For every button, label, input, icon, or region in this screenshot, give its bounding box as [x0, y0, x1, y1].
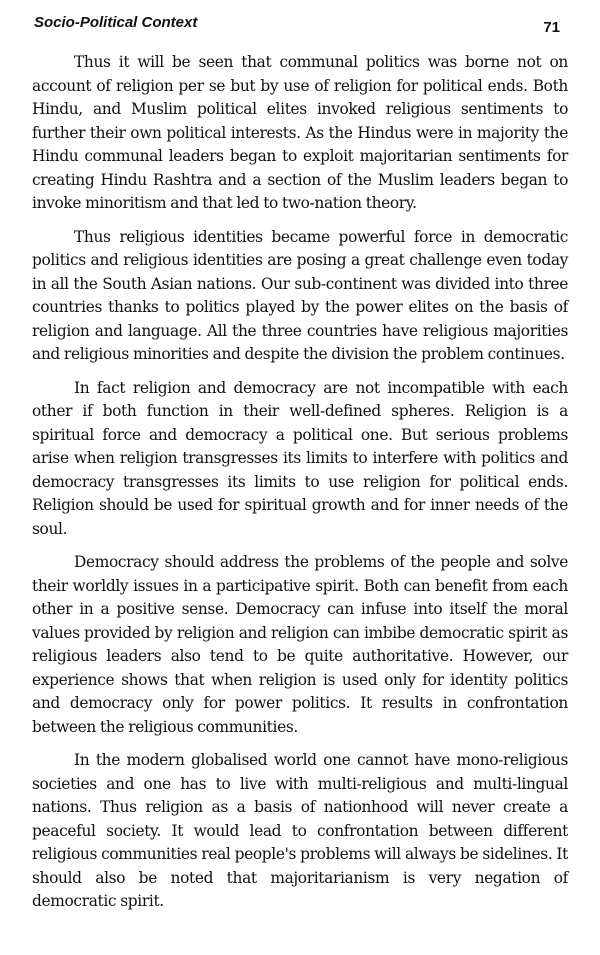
running-title: Socio-Political Context: [34, 14, 198, 31]
paragraph: In the modern globalised world one cannot have mono-religious societies and one has to live with multi-religious and multi-lingual nations. Thus religion as a basis of nationhood will never create a peaceful society. It would lead to confrontation between different religious communities real people's problems will always be sidelines. It should also be noted that majoritarianism is very negation of democratic spirit.: [32, 751, 568, 910]
page-number: 71: [543, 19, 560, 36]
running-header: [34, 14, 560, 38]
paragraph: Thus it will be seen that communal politics was borne not on account of religion per se but by use of religion for political ends. Both Hindu, and Muslim political elites invoked religious sentiments to further their own political interests. As the Hindus were in majority the Hindu communal leaders began to exploit majoritarian sentiments for creating Hindu Rashtra and a section of the Muslim leaders began to invoke minoritism and that led to two-nation theory.: [32, 53, 568, 212]
paragraph: In fact religion and democracy are not incompatible with each other if both function in their well-defined spheres. Religion is a spiritual force and democracy a political one. But serious problems arise when religion transgresses its limits to interfere with politics and democracy transgresses its limits to use religion for political ends. Religion should be used for spiritual growth and for inner needs of the soul.: [32, 378, 568, 538]
body-text: [32, 51, 568, 924]
paragraph: Democracy should address the problems of the people and solve their worldly issues in a participative spirit. Both can benefit from each other in a positive sense. Democracy can infuse into itself the moral values provided by religion and religion can imbibe democratic spirit as religious leaders also tend to be quite authoritative. However, our experience shows that when religion is used only for identity politics and democracy only for power politics. It results in confrontation between the religious communities.: [32, 553, 568, 736]
paragraph: Thus religious identities became powerful force in democratic politics and religious identities are posing a great challenge even today in all the South Asian nations. Our sub-continent was divided into three countries thanks to politics played by the power elites on the basis of religion and language. All the three countries have religious majorities and religious minorities and despite the division the problem continues.: [32, 227, 568, 363]
